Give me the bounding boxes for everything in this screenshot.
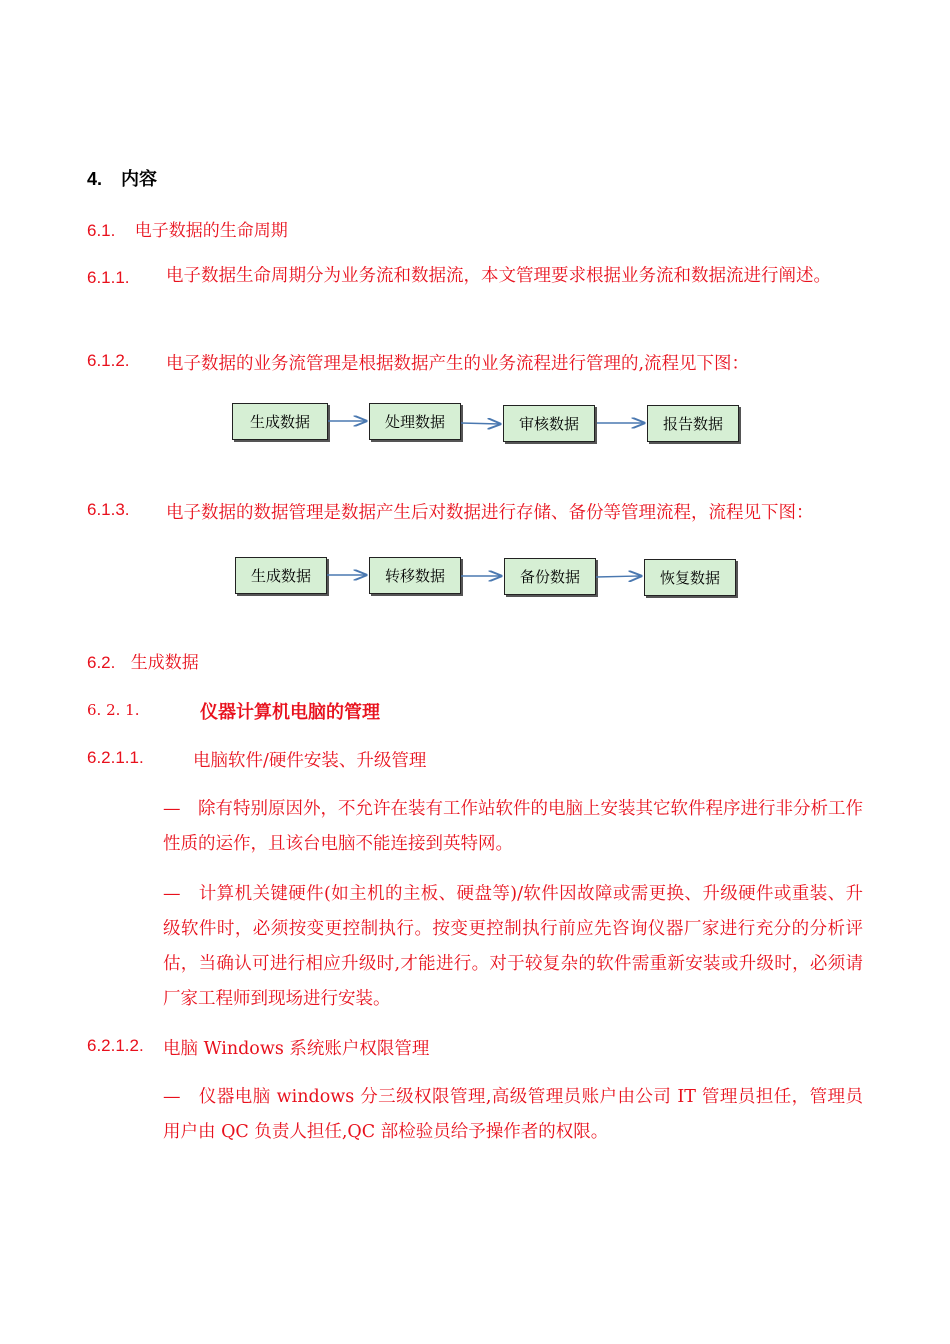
flow2-step-restore: 恢复数据: [644, 559, 736, 596]
section-number: 4.: [87, 169, 103, 189]
clause-text-6-1-3: 电子数据的数据管理是数据产生后对数据进行存储、备份等管理流程，流程见下图：: [166, 503, 814, 523]
flow2-arrow-3: [596, 576, 641, 577]
bullet-no-extra-software: — 除有特别原因外，不允许在装有工作站软件的电脑上安装其它软件程序进行非分析工作性质的运作，且该台电脑不能连接到英特网。: [163, 799, 863, 854]
flow1-arrow-2: [461, 423, 500, 424]
clause-number-6-1-3: 6.1.3.: [87, 500, 130, 519]
flow1-step-generate: 生成数据: [232, 403, 328, 440]
heading-title: 生成数据: [130, 653, 199, 673]
section-title: 内容: [121, 169, 158, 189]
clause-number-6-2-1-2: 6.2.1.2.: [87, 1036, 144, 1055]
flow2-step-generate: 生成数据: [235, 557, 327, 594]
clause-text-6-1-1: 电子数据生命周期分为业务流和数据流，本文管理要求根据业务流和数据流进行阐述。: [166, 266, 831, 286]
flow2-step-transfer: 转移数据: [369, 557, 461, 594]
heading-title-6-2-1: 仪器计算机电脑的管理: [200, 702, 380, 723]
bullet-windows-permissions: — 仪器电脑 windows 分三级权限管理,高级管理员账户由公司 IT 管理员担任，管理员用户由 QC 负责人担任,QC 部检验员给予操作者的权限。: [163, 1087, 863, 1142]
heading-number: 6.1.: [87, 221, 116, 240]
heading-6-2: [87, 648, 199, 673]
clause-number-6-1-2: 6.1.2.: [87, 351, 130, 370]
clause-text-6-1-2: 电子数据的业务流管理是根据数据产生的业务流程进行管理的,流程见下图：: [166, 354, 750, 374]
bullet-hardware-change-control: — 计算机关键硬件(如主机的主板、硬盘等)/软件因故障或需更换、升级硬件或重装、升级软件时，必须按变更控制执行。按变更控制执行前应先咨询仪器厂家进行充分的分析评估，当确认可进行相应升级时,才能进行。对于较复杂的软件需重新安装或升级时，必须请厂家工程师到现场进行安装。: [163, 884, 863, 1009]
flow1-step-review: 审核数据: [503, 405, 595, 442]
heading-number-6-2-1: 6. 2. 1.: [87, 701, 140, 719]
clause-number-6-2-1-1: 6.2.1.1.: [87, 748, 144, 767]
heading-number: 6.2.: [87, 653, 116, 672]
flow1-step-report: 报告数据: [647, 405, 739, 442]
flow2-step-backup: 备份数据: [504, 558, 596, 595]
clause-number-6-1-1: 6.1.1.: [87, 268, 130, 287]
clause-title-6-2-1-2: 电脑 Windows 系统账户权限管理: [163, 1039, 430, 1059]
flow1-step-process: 处理数据: [369, 403, 461, 440]
clause-title-6-2-1-1: 电脑软件/硬件安装、升级管理: [193, 751, 427, 771]
heading-title: 电子数据的生命周期: [134, 221, 288, 241]
